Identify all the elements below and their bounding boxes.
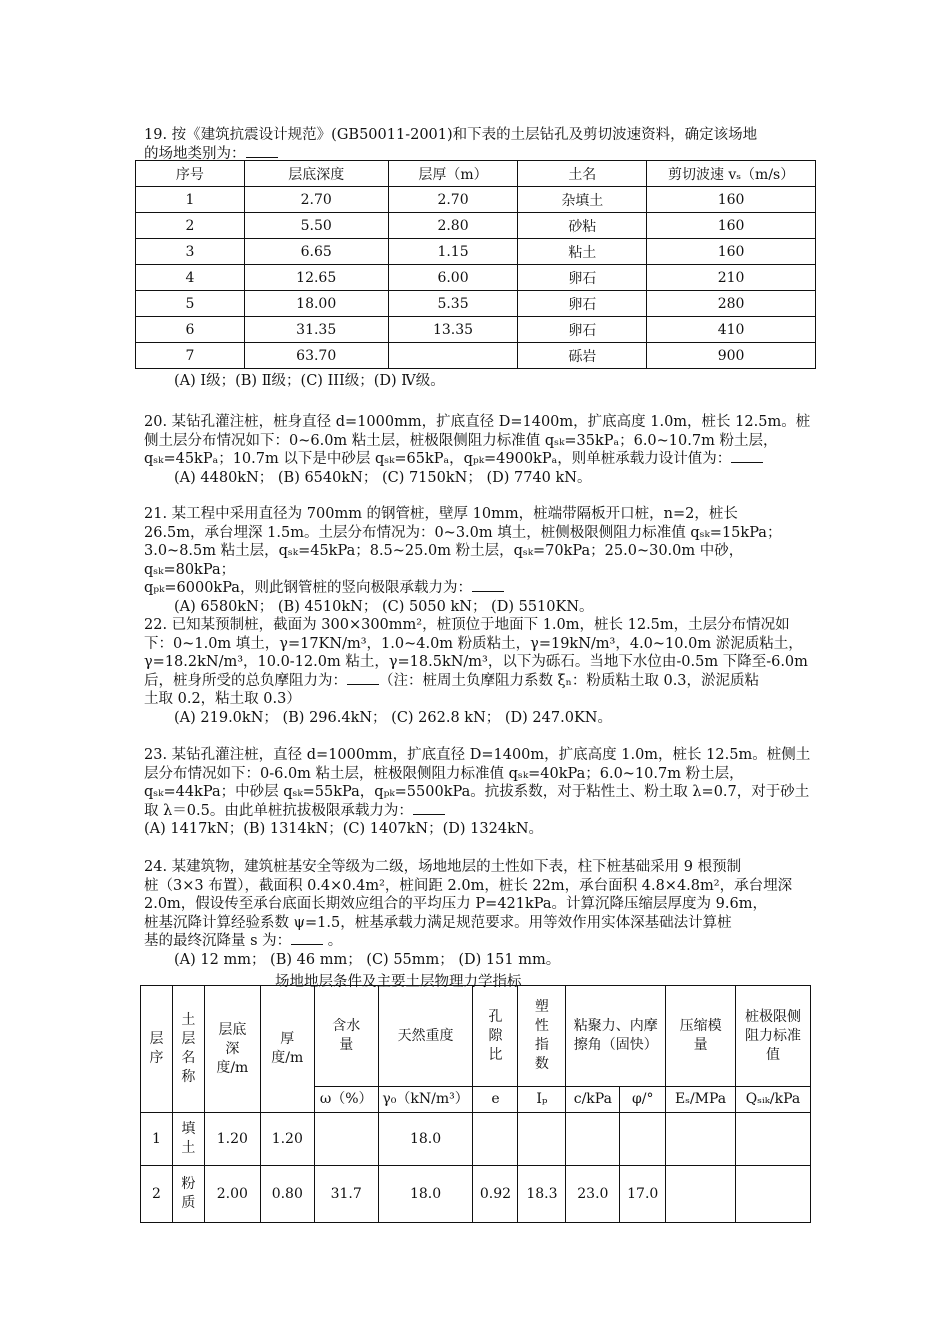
table-cell: 卵石 [518,291,647,317]
table-cell: 18.00 [244,291,388,317]
table-cell: 63.70 [244,343,388,369]
table-cell: 17.0 [620,1166,666,1223]
header-cell: 天然重度 [378,986,473,1087]
table-row [141,1113,811,1166]
table-row [136,291,816,317]
table-cell: 160 [647,239,816,265]
table-cell [388,343,518,369]
header-cell: φ/° [620,1087,666,1113]
table-row [136,265,816,291]
table-cell: 粉质 [172,1166,204,1223]
q20-line1: 20. 某钻孔灌注桩，桩身直径 d=1000mm，扩底直径 D=1400m，扩底高度 1.0m，桩长 12.5m。桩 [144,414,811,430]
table-row [136,187,816,213]
table-cell: 砾岩 [518,343,647,369]
q19-line2: 的场地类别为： [144,145,816,164]
table-cell [736,1166,811,1223]
table-cell: 5 [136,291,245,317]
table-cell: 18.0 [378,1113,473,1166]
q22-line5: 土取 0.2，粘土取 0.3） [144,691,301,707]
header-cell: 序号 [136,161,245,187]
header-cell: 含水量 [314,986,378,1087]
table-cell: 2.80 [388,213,518,239]
table-cell: 900 [647,343,816,369]
question-22 [144,616,816,727]
header-cell: ω（%） [314,1087,378,1113]
header-cell: 粘聚力、内摩擦角（固快） [566,986,666,1087]
q23-line3: qₛₖ=44kPa；中砂层 qₛₖ=55kPa，qₚₖ=5500kPa。抗拔系数，对于粘性土、粉土取 λ=0.7，对于砂土 [144,784,810,800]
table-cell [473,1113,518,1166]
q20-line3: qₛₖ=45kPₐ；10.7m 以下是中砂层 qₛₖ=65kPₐ，qₚₖ=4900kPₐ，则单桩承载力设计值为： [144,450,816,469]
header-cell: Eₛ/MPa [666,1087,736,1113]
table-cell: 粘土 [518,239,647,265]
table-cell [666,1113,736,1166]
table-cell [666,1166,736,1223]
table-row [141,1166,811,1223]
table-cell: 23.0 [566,1166,620,1223]
header-cell: 层底深度/m [204,986,260,1113]
header-cell: Iₚ [518,1087,566,1113]
soil-properties-table [140,985,811,1223]
q22-line4: 后，桩身所受的总负摩阻力为： （注：桩周土负摩阻力系数 ξₙ：粉质粘土取 0.3，淤泥质粘 [144,672,760,689]
table-cell: 18.0 [378,1166,473,1223]
table-cell: 6 [136,317,245,343]
table-row [136,317,816,343]
q24-line3: 2.0m，假设传至承台底面长期效应组合的平均压力 P=421kPa。计算沉降压缩层厚度为 9.6m， [144,896,767,912]
table-cell: 杂填土 [518,187,647,213]
question-21 [144,505,816,616]
table-cell: 2.00 [204,1166,260,1223]
table-cell: 6.65 [244,239,388,265]
header-cell: 层序 [141,986,173,1113]
q24-line4: 桩基沉降计算经验系数 ψ=1.5，桩基承载力满足规范要求。用等效作用实体深基础法计算桩 [144,914,732,931]
table-cell: 1.20 [260,1113,314,1166]
table-row [136,213,816,239]
header-cell: 层厚（m） [388,161,518,187]
table-cell: 2.70 [388,187,518,213]
table-cell: 卵石 [518,317,647,343]
header-cell: e [473,1087,518,1113]
soil-table-title: 场地地层条件及主要土层物理力学指标 [275,974,522,990]
q24-line2: 桩（3×3 布置），截面积 0.4×0.4m²，桩间距 2.0m，桩长 22m，承台面积 4.8×4.8m²，承台埋深 [144,877,793,894]
q21-line4: qₚₖ=6000kPa，则此钢管桩的竖向极限承载力为： [144,579,816,598]
table-header-row [141,986,811,1087]
header-cell: 塑性指数 [518,986,566,1087]
table-cell: 3 [136,239,245,265]
q23-options: (A) 1417kN；(B) 1314kN；(C) 1407kN；(D) 1324kN。 [144,821,544,837]
table-cell: 砂粘 [518,213,647,239]
header-cell: 孔隙比 [473,986,518,1087]
table-cell: 210 [647,265,816,291]
table-row [136,239,816,265]
table-cell: 0.92 [473,1166,518,1223]
table-cell: 1 [141,1113,173,1166]
question-19 [144,126,816,163]
header-cell: 土名 [518,161,647,187]
answer-blank [731,450,763,463]
table-cell: 6.00 [388,265,518,291]
q20-options: (A) 4480kN； (B) 6540kN； (C) 7150kN； (D) 7740 kN。 [174,469,592,486]
table-cell: 31.35 [244,317,388,343]
table-cell: 2 [141,1166,173,1223]
table-header-row [136,161,816,187]
q24-options: (A) 12 mm； (B) 46 mm； (C) 55mm； (D) 151 mm。 [174,951,561,968]
table-cell: 1.20 [204,1113,260,1166]
table-cell [314,1113,378,1166]
q19-options-text: (A) Ⅰ级；(B) Ⅱ级；(C) ⅠⅠⅠ级；(D) Ⅳ级。 [174,373,445,389]
q21-line2: 26.5m，承台埋深 1.5m。土层分布情况为：0~3.0m 填土，桩侧极限侧阻力标准值 qₛₖ=15kPa； [144,524,782,541]
table-cell: 31.7 [314,1166,378,1223]
answer-blank [347,672,379,685]
q20-line2: 侧土层分布情况如下：0~6.0m 粘土层，桩极限侧阻力标准值 qₛₖ=35kPₐ；6.0~10.7m 粉土层， [144,432,778,449]
answer-blank [291,932,323,945]
table-cell: 1 [136,187,245,213]
shear-wave-table [135,160,816,369]
table-cell: 2.70 [244,187,388,213]
question-20 [144,413,816,487]
question-24 [144,858,816,969]
q22-line1: 22. 已知某预制桩，截面为 300×300mm²，桩顶位于地面下 1.0m，桩长 12.5m，土层分布情况如 [144,617,790,633]
table-cell: 5.50 [244,213,388,239]
q21-options: (A) 6580kN； (B) 4510kN； (C) 5050 kN； (D) 5510KN。 [174,598,594,615]
table-cell: 7 [136,343,245,369]
table-cell: 4 [136,265,245,291]
question-23 [144,746,816,839]
q22-line3: γ=18.2kN/m³，10.0-12.0m 粘土，γ=18.5kN/m³，以下为砾石。当地下水位由-0.5m 下降至-6.0m [144,654,808,670]
header-cell: 压缩模量 [666,986,736,1087]
table-cell: 12.65 [244,265,388,291]
header-cell: 土层名称 [172,986,204,1113]
table-cell: 410 [647,317,816,343]
answer-blank [413,802,445,815]
table-row [136,343,816,369]
header-cell: Qₛᵢₖ/kPa [736,1087,811,1113]
q19-line1: 19. 按《建筑抗震设计规范》(GB50011-2001)和下表的土层钻孔及剪切波速资料，确定该场地 [144,127,758,143]
table-cell: 5.35 [388,291,518,317]
table-cell: 160 [647,213,816,239]
table-cell [518,1113,566,1166]
table-cell [620,1113,666,1166]
header-cell: 厚度/m [260,986,314,1113]
table-cell: 0.80 [260,1166,314,1223]
table-cell: 160 [647,187,816,213]
table-cell: 1.15 [388,239,518,265]
table-cell: 2 [136,213,245,239]
q23-line4: 取 λ＝0.5。由此单桩抗拔极限承载力为： [144,802,816,821]
q21-line1: 21. 某工程中采用直径为 700mm 的钢管桩，壁厚 10mm，桩端带隔板开口桩，n=2，桩长 [144,506,738,522]
answer-blank [472,579,504,592]
q24-line1: 24. 某建筑物，建筑桩基安全等级为二级，场地地层的土性如下表，柱下桩基础采用 9 根预制 [144,859,742,875]
header-cell: 剪切波速 vₛ（m/s） [647,161,816,187]
q24-line5: 基的最终沉降量 s 为： 。 [144,933,343,949]
answer-blank [246,145,278,158]
header-cell: c/kPa [566,1087,620,1113]
q23-line2: 层分布情况如下：0-6.0m 粘土层，桩极限侧阻力标准值 qₛₖ=40kPa；6.0~10.7m 粉土层， [144,765,744,782]
table-cell: 卵石 [518,265,647,291]
q22-line2: 下：0~1.0m 填土，γ=17KN/m³，1.0~4.0m 粉质粘土，γ=19kN/m³，4.0~10.0m 淤泥质粘土， [144,635,803,652]
table-cell: 280 [647,291,816,317]
table-cell: 18.3 [518,1166,566,1223]
table-cell [736,1113,811,1166]
q19-options [144,372,816,391]
table-cell: 13.35 [388,317,518,343]
header-cell: γ₀（kN/m³） [378,1087,473,1113]
header-cell: 层底深度 [244,161,388,187]
table-cell [566,1113,620,1166]
q21-line3: 3.0~8.5m 粘土层，qₛₖ=45kPa；8.5~25.0m 粉土层，qₛₖ=70kPa；25.0~30.0m 中砂，qₛₖ=80kPa； [144,543,744,578]
table-cell: 填土 [172,1113,204,1166]
q23-line1: 23. 某钻孔灌注桩，直径 d=1000mm，扩底直径 D=1400m，扩底高度 1.0m，桩长 12.5m。桩侧土 [144,747,811,763]
q22-options: (A) 219.0kN； (B) 296.4kN； (C) 262.8 kN； (D) 247.0KN。 [174,709,612,726]
header-cell: 桩极限侧阻力标准值 [736,986,811,1087]
